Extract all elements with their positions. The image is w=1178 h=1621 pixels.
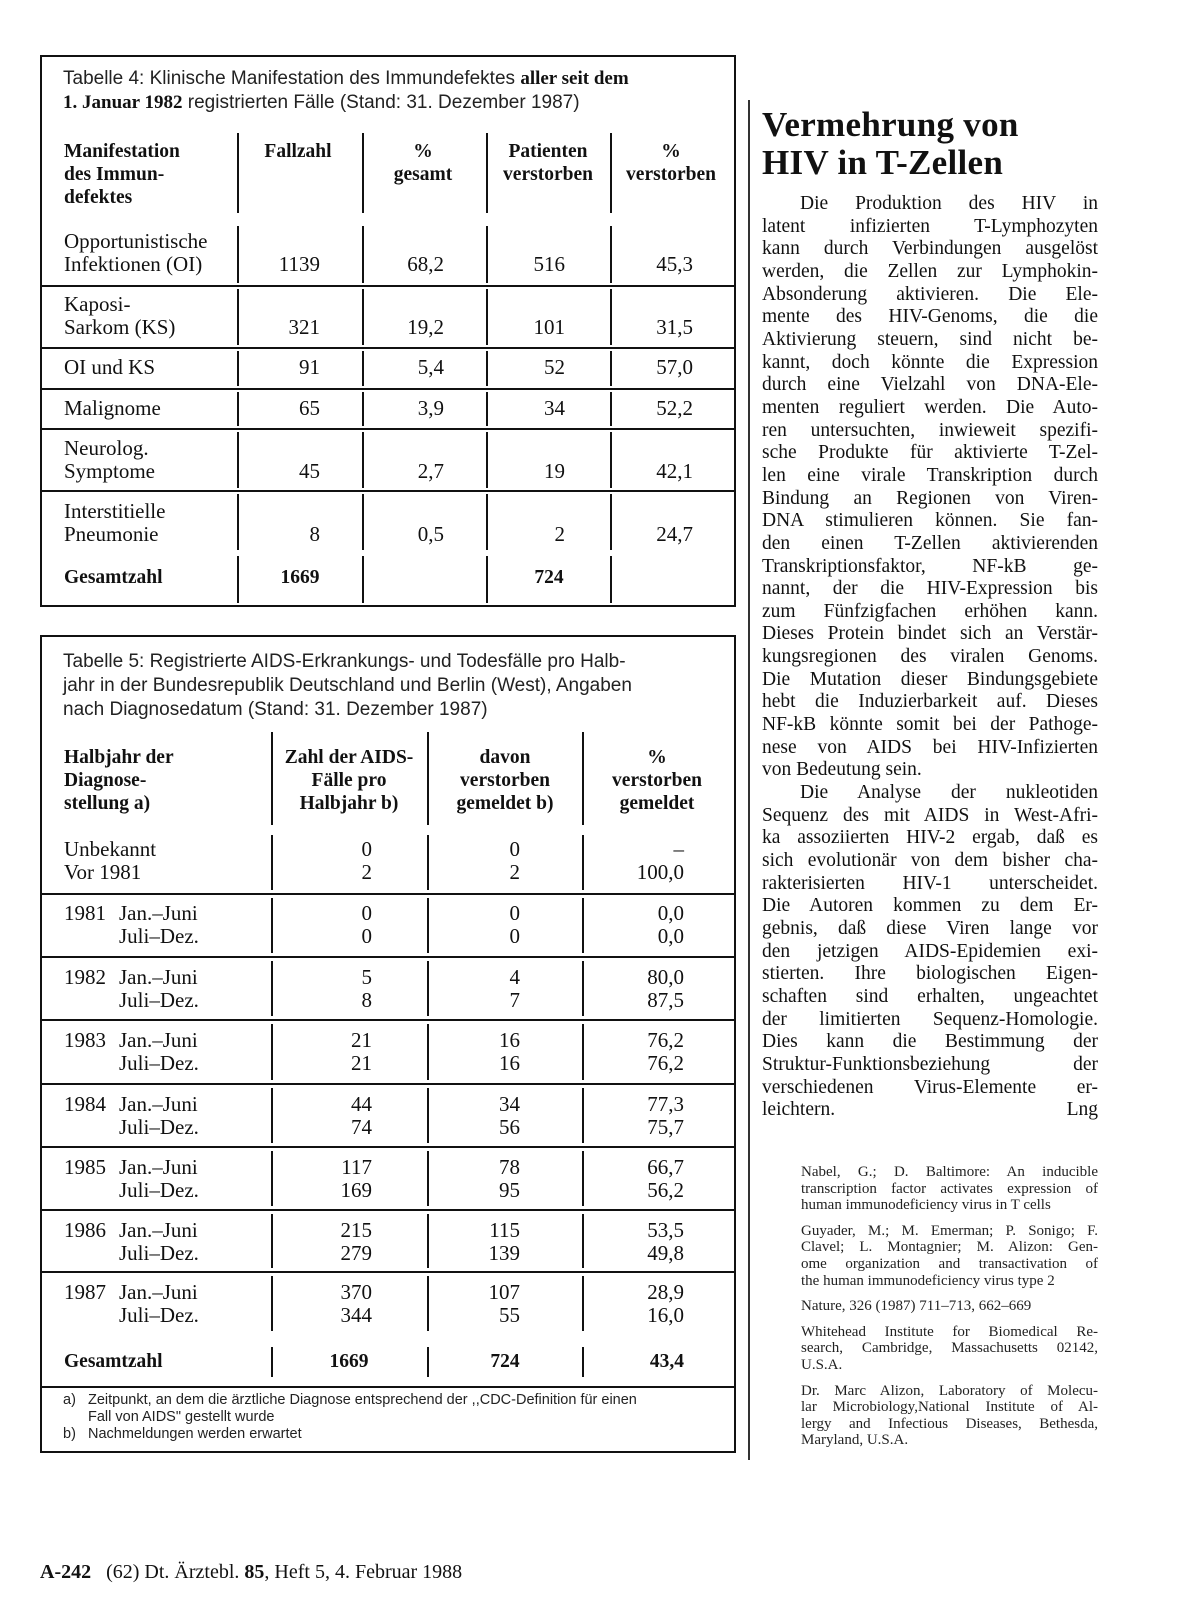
article-line: kannt, doch könnte die Expression — [762, 351, 1098, 373]
cell-pct: 56,2 — [647, 1178, 684, 1202]
cell-cases: 169 — [340, 1178, 372, 1202]
cell-pct: – — [673, 837, 684, 861]
cell-pct-gesamt: 5,4 — [417, 355, 444, 379]
column-divider — [582, 961, 584, 1016]
reference-line: Whitehead Institute for Biomedical Re- — [801, 1323, 1098, 1340]
row-label-line: Infektionen (OI) — [64, 252, 203, 276]
column-header-line: Halbjahr b) — [299, 793, 399, 814]
column-divider — [362, 226, 364, 283]
article-line: menten reguliert werden. Die Auto- — [762, 396, 1098, 418]
column-header — [64, 140, 234, 209]
column-header-line: Zahl der AIDS- — [284, 747, 414, 768]
column-divider — [237, 432, 239, 488]
cell-verstorben: 516 — [533, 252, 565, 276]
column-divider — [237, 226, 239, 283]
cell-deaths: 0 — [509, 837, 520, 861]
column-divider — [486, 392, 488, 426]
cell-verstorben: 19 — [544, 459, 565, 483]
column-header-line: Fallzahl — [264, 141, 332, 162]
cell-pct-verstorben: 24,7 — [656, 522, 693, 546]
footnote — [63, 1426, 723, 1443]
row-label-line: OI und KS — [64, 355, 156, 379]
column-divider — [271, 1151, 273, 1206]
article-line: nese von AIDS bei HIV-Infizierten — [762, 736, 1098, 758]
reference-line: lar Microbiology,National Institute of Al- — [801, 1399, 1098, 1416]
article-line: den einen T-Zellen aktivierenden — [762, 532, 1098, 554]
row-label-line: Opportunistische — [64, 229, 208, 253]
cell-pct: 0,0 — [657, 901, 684, 925]
reference-line: Clavel; L. Montagnier; M. Alizon: Gen- — [801, 1239, 1098, 1256]
article-line: Absonderung aktivieren. Die Ele- — [762, 283, 1098, 305]
row-period: Vor 1981 — [64, 860, 142, 884]
cell-pct: 0,0 — [657, 924, 684, 948]
table4-caption: Tabelle 4: Klinische Manifestation des Immundefektes aller seit dem 1. Januar 1982 registrierten Fälle (Stand: 31. Dezember 1987) — [63, 68, 629, 113]
footnote-line: Zeitpunkt, an dem die ärztliche Diagnose entsprechend der ,,CDC-Definition für einen — [88, 1392, 637, 1408]
row-divider — [40, 388, 736, 390]
cell-deaths: 95 — [499, 1178, 520, 1202]
cell-deaths: 2 — [509, 860, 520, 884]
row-year: 1982 — [64, 965, 106, 989]
cell-deaths: 4 — [509, 965, 520, 989]
article-line: sche Produkte für aktivierte T-Zel- — [762, 442, 1098, 464]
article-title: Vermehrung von HIV in T-Zellen — [762, 105, 1019, 182]
row-label-line: Interstitielle — [64, 499, 166, 523]
column-divider — [582, 1088, 584, 1143]
column-header-line: Halbjahr der — [64, 747, 174, 768]
article-line: werden, die Zellen zur Lymphokin- — [762, 260, 1098, 282]
column-divider — [610, 494, 612, 550]
column-header-line: verstorben — [612, 770, 702, 791]
cell-cases: 2 — [361, 860, 372, 884]
cell-cases: 21 — [351, 1028, 372, 1052]
cell-deaths: 34 — [499, 1092, 520, 1116]
cell-verstorben: 101 — [533, 315, 565, 339]
column-divider — [610, 226, 612, 283]
reference-line: U.S.A. — [801, 1356, 843, 1373]
row-period: Jan.–Juni — [119, 965, 198, 989]
row-label — [64, 437, 236, 483]
article-line: mente des HIV-Genoms, die die — [762, 306, 1098, 328]
article-line: Dies kann die Bestimmung der — [762, 1031, 1098, 1053]
row-period: Jan.–Juni — [119, 1280, 198, 1304]
row-divider — [40, 285, 736, 287]
reference — [801, 1383, 1098, 1449]
column-divider — [237, 289, 239, 345]
cell-pct-gesamt: 68,2 — [407, 252, 444, 276]
article-line: DNA stimulieren können. Sie fan- — [762, 510, 1098, 532]
column-header-line: % — [661, 141, 681, 162]
row-divider — [40, 1083, 736, 1085]
column-divider — [237, 351, 239, 386]
article-line: latent infizierten T-Lymphozyten — [762, 215, 1098, 237]
cell-cases: 5 — [361, 965, 372, 989]
references — [801, 1164, 1098, 1458]
cell-cases: 21 — [351, 1051, 372, 1075]
column-header-line: verstorben — [626, 164, 716, 185]
column-divider — [271, 961, 273, 1016]
column-header — [428, 746, 582, 815]
column-divider — [582, 898, 584, 953]
page-footer — [40, 1560, 462, 1584]
column-divider — [486, 351, 488, 386]
column-divider — [486, 494, 488, 550]
article-line: hebt die Induzierbarkeit auf. Dieses — [762, 691, 1098, 713]
column-divider — [237, 494, 239, 550]
footnote-line: Fall von AIDS" gestellt wurde — [88, 1409, 275, 1425]
column-divider — [271, 1088, 273, 1143]
column-divider — [610, 432, 612, 488]
column-divider — [582, 835, 584, 890]
column-header-line: verstorben — [503, 164, 593, 185]
column-header-line: Diagnose- — [64, 770, 147, 791]
column-divider — [271, 1024, 273, 1080]
article-line: leichtern. Lng — [762, 1099, 1098, 1121]
row-period: Juli–Dez. — [119, 1051, 199, 1075]
cell-cases: 117 — [341, 1155, 372, 1179]
article-line: Struktur-Funktionsbeziehung der — [762, 1053, 1098, 1075]
article-line: Die Analyse der nukleotiden — [800, 782, 1098, 804]
total-label: Gesamtzahl — [64, 567, 163, 588]
article-body — [762, 193, 1098, 1122]
row-period: Juli–Dez. — [119, 924, 199, 948]
cell-pct: 28,9 — [647, 1280, 684, 1304]
reference-line: the human immunodeficiency virus type 2 — [801, 1272, 1055, 1289]
reference — [801, 1164, 1098, 1214]
table5-caption: Tabelle 5: Registrierte AIDS-Erkrankungs- und Todesfälle pro Halb- jahr in der Bundesrepublik Deutschland und Berlin (West), Angaben nach Diagnosedatum (Stand: 31. Dezember 1987) — [63, 651, 632, 720]
column-header — [611, 140, 731, 186]
reference-line: Maryland, U.S.A. — [801, 1432, 909, 1449]
article-line: ren untersuchten, inwieweit spezifi- — [762, 419, 1098, 441]
row-divider — [40, 1146, 736, 1148]
cell-cases: 0 — [361, 837, 372, 861]
column-divider — [271, 898, 273, 953]
row-label-line: Sarkom (KS) — [64, 315, 176, 339]
column-divider — [427, 835, 429, 890]
column-divider — [427, 1024, 429, 1080]
cell-pct-verstorben: 52,2 — [656, 396, 693, 420]
cell-cases: 370 — [340, 1280, 372, 1304]
column-header-line: defektes — [64, 187, 133, 208]
row-divider — [40, 893, 736, 895]
column-divider — [486, 432, 488, 488]
article-line: nannt, der die HIV-Expression bis — [762, 578, 1098, 600]
row-label-line: Neurolog. — [64, 436, 149, 460]
footnote-text — [88, 1426, 723, 1443]
column-divider — [362, 289, 364, 345]
row-year: 1983 — [64, 1028, 106, 1052]
column-divider — [362, 432, 364, 488]
article-line: Transkriptionsfaktor, NF-kB ge- — [762, 555, 1098, 577]
footnote-text — [88, 1392, 723, 1426]
row-period: Juli–Dez. — [119, 988, 199, 1012]
row-divider — [40, 956, 736, 958]
column-header-line: gemeldet b) — [456, 793, 554, 814]
cell-pct-verstorben: 42,1 — [656, 459, 693, 483]
cell-pct: 66,7 — [647, 1155, 684, 1179]
column-rule — [748, 100, 750, 1460]
cell-pct: 76,2 — [647, 1028, 684, 1052]
column-divider — [582, 732, 584, 825]
article-line: der limitierten Sequenz-Homologie. — [762, 1008, 1098, 1030]
row-divider — [40, 1209, 736, 1211]
footnote-mark: a) — [63, 1392, 76, 1408]
column-divider — [427, 1276, 429, 1331]
cell-fallzahl: 91 — [299, 355, 320, 379]
cell-deaths: 139 — [488, 1241, 520, 1265]
article-line: kann durch Verbindungen ausgelöst — [762, 238, 1098, 260]
column-divider — [582, 1151, 584, 1206]
cell-verstorben: 52 — [544, 355, 565, 379]
column-divider — [582, 1214, 584, 1268]
row-period: Unbekannt — [64, 837, 157, 861]
row-period: Jan.–Juni — [119, 901, 198, 925]
reference-line: Guyader, M.; M. Emerman; P. Sonigo; F. — [801, 1222, 1098, 1239]
column-divider — [427, 1088, 429, 1143]
article-line: den jetzigen AIDS-Epidemien exi- — [762, 940, 1098, 962]
cell-pct: 87,5 — [647, 988, 684, 1012]
article-line: Sequenz des mit AIDS in West-Afri- — [762, 804, 1098, 826]
article-line: sich evolutionär von dem bisher cha- — [762, 850, 1098, 872]
article-line: Die Mutation dieser Bindungsgebiete — [762, 668, 1098, 690]
cell-pct-gesamt: 0,5 — [417, 522, 444, 546]
footnote-divider — [40, 1386, 736, 1388]
article-line: rakterisierten HIV-1 unterscheidet. — [762, 872, 1098, 894]
row-label-line: Symptome — [64, 459, 156, 483]
cell-deaths: 56 — [499, 1115, 520, 1139]
row-divider — [40, 428, 736, 430]
row-period: Juli–Dez. — [119, 1303, 199, 1327]
cell-pct: 49,8 — [647, 1241, 684, 1265]
row-divider — [40, 347, 736, 349]
cell-pct-gesamt: 19,2 — [407, 315, 444, 339]
column-header-line: Patienten — [508, 141, 588, 162]
cell-verstorben: 34 — [544, 396, 565, 420]
column-header-line: verstorben — [460, 770, 550, 791]
row-label-line: Malignome — [64, 396, 161, 420]
cell-cases: 279 — [340, 1241, 372, 1265]
column-divider — [271, 835, 273, 890]
article-line: stierten. Ihre biologischen Eigen- — [762, 963, 1098, 985]
row-year: 1986 — [64, 1218, 106, 1242]
cell-cases: 344 — [340, 1303, 372, 1327]
column-header-line: gesamt — [393, 164, 453, 185]
cell-cases: 215 — [340, 1218, 372, 1242]
column-header-line: des Immun- — [64, 164, 165, 185]
article-line: NF-kB könnte somit bei der Pathoge- — [762, 714, 1098, 736]
reference-line: Nabel, G.; D. Baltimore: An inducible — [801, 1164, 1098, 1180]
total-deaths: 724 — [490, 1351, 520, 1372]
column-divider — [427, 961, 429, 1016]
column-header — [272, 746, 426, 815]
row-label — [64, 397, 236, 420]
column-divider — [271, 1214, 273, 1268]
column-divider — [486, 226, 488, 283]
cell-cases: 74 — [351, 1115, 372, 1139]
cell-pct-verstorben: 57,0 — [656, 355, 693, 379]
column-divider — [427, 898, 429, 953]
cell-deaths: 0 — [509, 901, 520, 925]
reference-line: lergy and Infectious Diseases, Bethesda, — [801, 1415, 1098, 1432]
cell-pct-verstorben: 31,5 — [656, 315, 693, 339]
reference — [801, 1324, 1098, 1374]
article-line: zum Fünfzigfachen erhöhen kann. — [762, 600, 1098, 622]
column-header-line: % — [647, 747, 667, 768]
cell-fallzahl: 1139 — [278, 252, 320, 276]
article-line: gebnis, daß diese Viren lange vor — [762, 918, 1098, 939]
column-header-line: stellung a) — [64, 793, 151, 814]
row-year: 1985 — [64, 1155, 106, 1179]
row-label — [64, 356, 236, 379]
row-label — [64, 293, 236, 339]
footnote-line: Nachmeldungen werden erwartet — [88, 1426, 302, 1442]
column-divider — [271, 732, 273, 825]
column-header — [238, 140, 358, 163]
cell-fallzahl: 45 — [299, 459, 320, 483]
column-header — [582, 746, 732, 815]
row-year: 1987 — [64, 1280, 106, 1304]
row-period: Jan.–Juni — [119, 1218, 198, 1242]
journal-citation: (62) Dt. Ärztebl. 85, Heft 5, 4. Februar 1988 — [106, 1561, 463, 1583]
cell-cases: 8 — [361, 988, 372, 1012]
column-divider — [271, 1276, 273, 1331]
column-divider — [610, 351, 612, 386]
cell-cases: 44 — [351, 1092, 372, 1116]
row-divider — [40, 1019, 736, 1021]
article-line: Aktivierung steuern, sind nicht be- — [762, 328, 1098, 350]
column-divider — [610, 392, 612, 426]
row-year: 1981 — [64, 901, 106, 925]
footnote-mark: b) — [63, 1426, 76, 1442]
row-year: 1984 — [64, 1092, 106, 1116]
reference-line: search, Cambridge, Massachusetts 02142, — [801, 1340, 1098, 1357]
column-divider — [427, 1214, 429, 1268]
column-divider — [582, 1276, 584, 1331]
column-divider — [362, 556, 364, 603]
cell-pct-gesamt: 2,7 — [417, 459, 444, 483]
article-line: Bindung an Regionen von Viren- — [762, 487, 1098, 509]
column-divider — [610, 289, 612, 345]
footnote — [63, 1392, 723, 1426]
article-line: verschiedenen Virus-Elemente er- — [762, 1076, 1098, 1098]
article-line: schaften sind erhalten, ungeachtet — [762, 985, 1098, 1007]
cell-pct: 53,5 — [647, 1218, 684, 1242]
cell-cases: 0 — [361, 924, 372, 948]
cell-pct-gesamt: 3,9 — [417, 396, 444, 420]
row-period: Juli–Dez. — [119, 1178, 199, 1202]
column-header — [64, 746, 264, 815]
cell-deaths: 16 — [499, 1051, 520, 1075]
cell-deaths: 115 — [489, 1218, 520, 1242]
row-period: Jan.–Juni — [119, 1155, 198, 1179]
row-label — [64, 500, 236, 546]
row-label-line: Kaposi- — [64, 292, 131, 316]
cell-pct: 77,3 — [647, 1092, 684, 1116]
row-period: Juli–Dez. — [119, 1241, 199, 1265]
total-pct: 43,4 — [649, 1351, 684, 1372]
cell-pct: 16,0 — [647, 1303, 684, 1327]
column-divider — [362, 392, 364, 426]
total-cases: 1669 — [329, 1351, 369, 1372]
column-divider — [486, 289, 488, 345]
article-line: durch eine Vielzahl von DNA-Ele- — [762, 374, 1098, 396]
cell-pct-verstorben: 45,3 — [656, 252, 693, 276]
column-divider — [582, 1024, 584, 1080]
column-divider — [362, 494, 364, 550]
row-label-line: Pneumonie — [64, 522, 159, 546]
total-verstorben: 724 — [534, 567, 564, 588]
cell-pct: 76,2 — [647, 1051, 684, 1075]
column-header-line: davon — [479, 747, 531, 768]
cell-pct: 80,0 — [647, 965, 684, 989]
cell-fallzahl: 8 — [309, 522, 320, 546]
article-line: von Bedeutung sein. — [762, 759, 922, 781]
column-header-line: gemeldet — [619, 793, 695, 814]
cell-deaths: 7 — [509, 988, 520, 1012]
cell-fallzahl: 321 — [288, 315, 320, 339]
cell-deaths: 0 — [509, 924, 520, 948]
reference — [801, 1223, 1098, 1289]
column-divider — [362, 351, 364, 386]
cell-verstorben: 2 — [554, 522, 565, 546]
article-line: Dieses Protein bindet sich an Verstär- — [762, 623, 1098, 645]
column-header-line: Manifestation — [64, 141, 180, 162]
article-line: ka assoziierten HIV-2 ergab, daß es — [762, 827, 1098, 849]
cell-deaths: 78 — [499, 1155, 520, 1179]
column-header-line: % — [413, 141, 433, 162]
cell-deaths: 107 — [488, 1280, 520, 1304]
row-divider — [40, 490, 736, 492]
cell-deaths: 16 — [499, 1028, 520, 1052]
article-line: kungsregionen des viralen Genoms. — [762, 646, 1098, 668]
column-divider — [427, 732, 429, 825]
reference-line: ome organization and transactivation of — [801, 1255, 1098, 1272]
row-period: Jan.–Juni — [119, 1092, 198, 1116]
cell-fallzahl: 65 — [299, 396, 320, 420]
reference-line: human immunodeficiency virus in T cells — [801, 1197, 1051, 1214]
reference-line: Nature, 326 (1987) 711–713, 662–669 — [801, 1298, 1032, 1315]
article-line: len eine virale Transkription durch — [762, 464, 1098, 486]
column-divider — [427, 1151, 429, 1206]
reference-line: Dr. Marc Alizon, Laboratory of Molecu- — [801, 1382, 1098, 1399]
column-header-line: Fälle pro — [311, 770, 387, 791]
row-period: Jan.–Juni — [119, 1028, 198, 1052]
row-period: Juli–Dez. — [119, 1115, 199, 1139]
total-label: Gesamtzahl — [64, 1351, 163, 1372]
reference-line: transcription factor activates expression of — [801, 1180, 1098, 1197]
article-line: Die Autoren kommen zu dem Er- — [762, 895, 1098, 917]
reference — [801, 1298, 1098, 1315]
row-divider — [40, 1271, 736, 1273]
article-line: Die Produktion des HIV in — [800, 193, 1098, 214]
column-divider — [237, 392, 239, 426]
column-header — [487, 140, 609, 186]
cell-pct: 75,7 — [647, 1115, 684, 1139]
cell-cases: 0 — [361, 901, 372, 925]
column-header — [362, 140, 484, 186]
cell-pct: 100,0 — [636, 860, 684, 884]
total-fallzahl: 1669 — [280, 567, 320, 588]
cell-deaths: 55 — [499, 1303, 520, 1327]
row-label — [64, 230, 236, 276]
page-number: A-242 — [40, 1561, 92, 1583]
